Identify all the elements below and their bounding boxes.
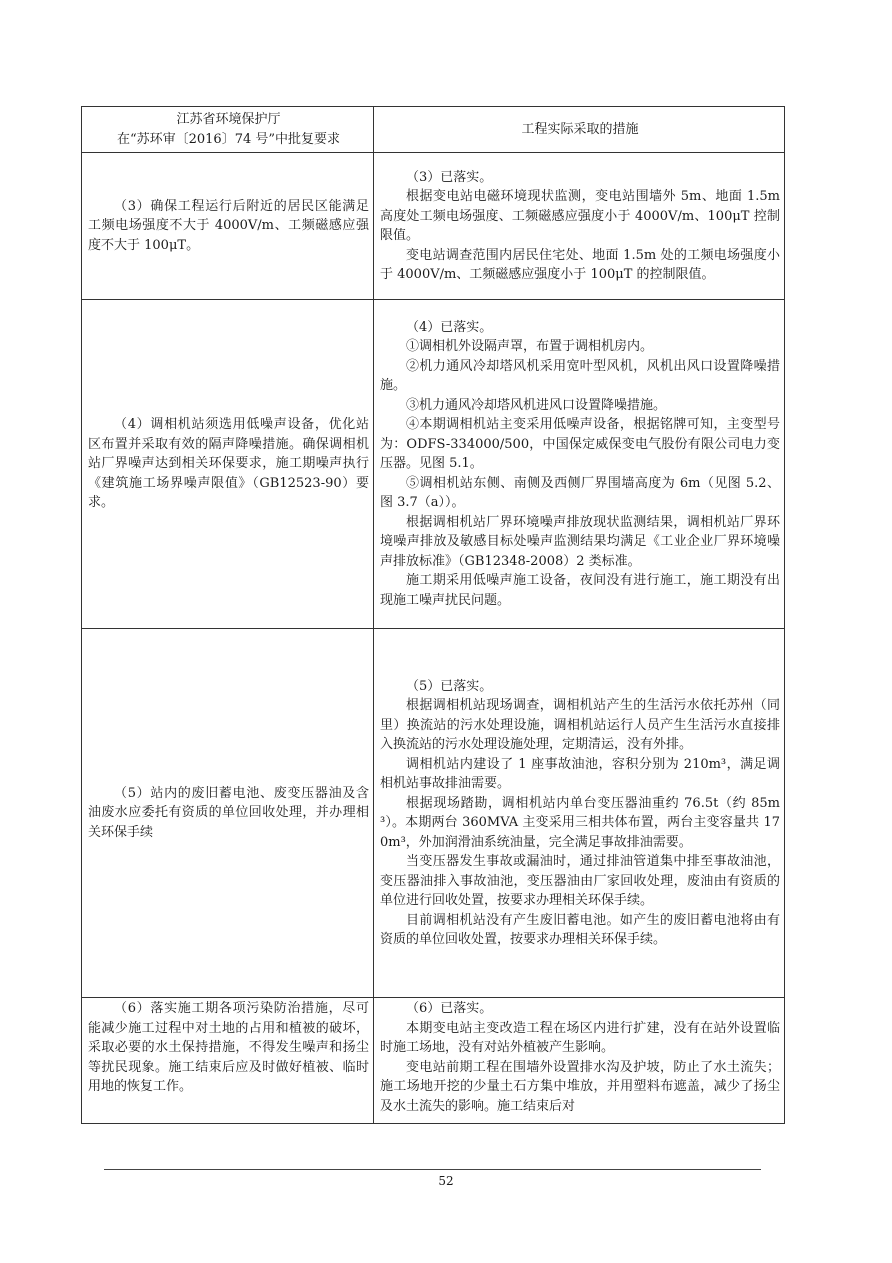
requirement-cell xyxy=(82,153,374,300)
table-header-row xyxy=(82,107,785,153)
measure-paragraph: （4）已落实。 xyxy=(406,319,493,335)
measure-paragraph: ①调相机外设隔声罩，布置于调相机房内。 xyxy=(406,339,654,355)
measure-paragraph: 根据调相机站现场调查，调相机站产生的生活污水依托苏州（同里）换流站的污水处理设施，调相机站运行人员产生生活污水直接排入换流站的污水处理设施处理，定期清运，没有外排。 xyxy=(380,698,780,752)
measure-paragraph: ④本期调相机站主变采用低噪声设备，根据铭牌可知，主变型号为：ODFS-334000/500，中国保定威保变电气股份有限公司电力变压器。见图 5.1。 xyxy=(380,417,780,472)
measure-paragraph: 变电站调查范围内居民住宅处、地面 1.5m 处的工频电场强度小于 4000V/m、工频磁感应强度小于 100μT 的控制限值。 xyxy=(380,247,780,282)
requirement-text: （6）落实施工期各项污染防治措施，尽可能减少施工过程中对土地的占用和植被的破坏，采取必要的水土保持措施，不得发生噪声和扬尘等扰民现象。施工结束后应及时做好植被、临时用地的恢复工作。 xyxy=(88,1001,369,1094)
header-left-line1: 江苏省环境保护厅 xyxy=(176,112,281,127)
page-number: 52 xyxy=(438,1174,454,1188)
measure-paragraph: ⑤调相机站东侧、南侧及西侧厂界围墙高度为 6m（见图 5.2、图 3.7（a））。 xyxy=(380,475,780,511)
measure-paragraph: 施工期采用低噪声施工设备，夜间没有进行施工，施工期没有出现施工噪声扰民问题。 xyxy=(380,573,780,608)
requirement-cell xyxy=(82,300,374,629)
measures-cell xyxy=(374,300,785,629)
requirement-text: （5）站内的废旧蓄电池、废变压器油及含油废水应委托有资质的单位回收处理，并办理相关环保手续 xyxy=(88,785,369,840)
table-row xyxy=(82,300,785,629)
measures-cell xyxy=(374,998,785,1124)
table-row xyxy=(82,153,785,300)
header-measures: 工程实际采取的措施 xyxy=(374,107,785,153)
header-left-line2: 在“苏环审〔2016〕74 号”中批复要求 xyxy=(116,131,341,147)
measures-cell xyxy=(374,153,785,300)
measure-paragraph: 目前调相机站没有产生废旧蓄电池。如产生的废旧蓄电池将由有资质的单位回收处置，按要求办理相关环保手续。 xyxy=(380,912,780,947)
measure-paragraph: ②机力通风冷却塔风机采用宽叶型风机，风机出风口设置降噪措施。 xyxy=(380,358,780,394)
measure-paragraph: 根据调相机站厂界环境噪声排放现状监测结果，调相机站厂界环境噪声排放及敏感目标处噪声监测结果均满足《工业企业厂界环境噪声排放标准》（GB12348-2008）2 类标准。 xyxy=(380,514,780,569)
measure-paragraph: 变电站前期工程在围墙外设置排水沟及护坡，防止了水土流失；施工场地开挖的少量土石方集中堆放，并用塑料布遮盖，减少了扬尘及水土流失的影响。施工结束后对 xyxy=(380,1059,780,1114)
measure-paragraph: 调相机站内建设了 1 座事故油池，容积分别为 210m³，满足调相机站事故排油需要。 xyxy=(380,756,780,791)
header-requirements xyxy=(82,107,374,153)
footer-divider xyxy=(104,1169,761,1170)
measure-paragraph: （5）已落实。 xyxy=(406,678,493,694)
requirement-cell xyxy=(82,998,374,1124)
measure-paragraph: （6）已落实。 xyxy=(406,1001,493,1016)
requirement-text: （4）调相机站须选用低噪声设备，优化站区布置并采取有效的隔声降噪措施。确保调相机站厂界噪声达到相关环保要求，施工期噪声执行《建筑施工场界噪声限值》（GB12523-90）要求。 xyxy=(88,417,369,511)
requirement-text: （3）确保工程运行后附近的居民区能满足工频电场强度不大于 4000V/m、工频磁感应强度不大于 100μT。 xyxy=(88,198,369,253)
table-row xyxy=(82,629,785,998)
measure-paragraph: ③机力通风冷却塔风机进风口设置降噪措施。 xyxy=(406,397,667,413)
requirement-cell xyxy=(82,629,374,998)
requirements-table xyxy=(81,106,785,1124)
table-row xyxy=(82,998,785,1124)
measure-paragraph: 根据变电站电磁环境现状监测，变电站围墙外 5m、地面 1.5m 高度处工频电场强度、工频磁感应强度小于 4000V/m、100μT 控制限值。 xyxy=(380,189,780,243)
measure-paragraph: 当变压器发生事故或漏油时，通过排油管道集中排至事故油池，变压器油排入事故油池，变压器油由厂家回收处理，废油由有资质的单位进行回收处置，按要求办理相关环保手续。 xyxy=(380,854,780,908)
measures-cell xyxy=(374,629,785,998)
measure-paragraph: 根据现场踏勘，调相机站内单台变压器油重约 76.5t（约 85m³）。本期两台 360MVA 主变采用三相共体布置，两台主变容量共 170m³，外加润滑油系统油量，完全满足事故排油需要。 xyxy=(380,795,780,850)
measure-paragraph: 本期变电站主变改造工程在场区内进行扩建，没有在站外设置临时施工场地，没有对站外植被产生影响。 xyxy=(380,1020,780,1055)
measure-paragraph: （3）已落实。 xyxy=(406,169,493,185)
